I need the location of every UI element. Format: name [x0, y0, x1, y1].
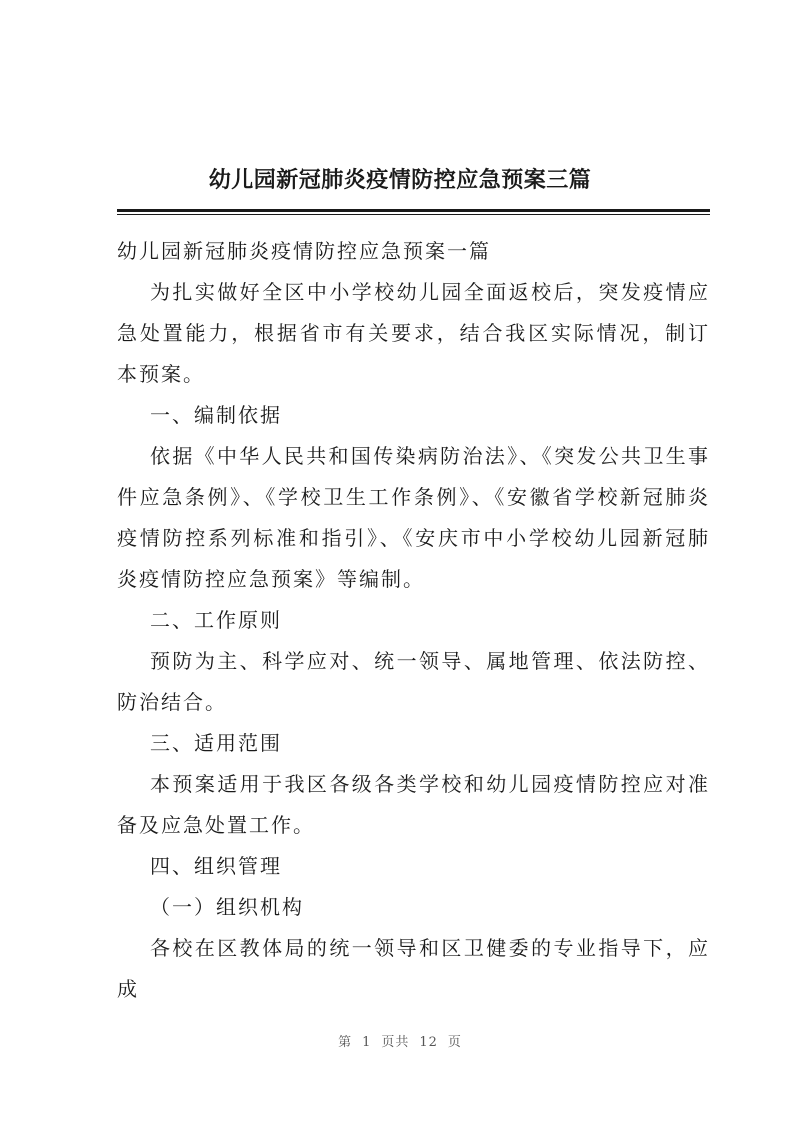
body-paragraph: 各校在区教体局的统一领导和区卫健委的专业指导下，应成 — [117, 936, 710, 1001]
total-pages-number: 12 — [419, 1035, 438, 1050]
section-heading: 一、编制依据 — [150, 403, 282, 427]
page-label-prefix: 第 — [338, 1035, 353, 1050]
body-paragraph: 依据《中华人民共和国传染病防治法》、《突发公共卫生事件应急条例》、《学校卫生工作条例》、《安徽省学校新冠肺炎疫情防控系列标准和指引》、《安庆市中小学校幼儿园新冠肺炎疫情防控应急预案》等编制。 — [117, 444, 710, 591]
title-divider — [117, 209, 710, 212]
document-body — [117, 231, 710, 1010]
body-paragraph: 预防为主、科学应对、统一领导、属地管理、依法防控、防治结合。 — [117, 649, 710, 714]
document-title: 幼儿园新冠肺炎疫情防控应急预案三篇 — [208, 167, 592, 193]
section-heading: 三、适用范围 — [150, 731, 282, 755]
subsection-heading: （一）组织机构 — [150, 895, 304, 919]
current-page-number: 1 — [362, 1035, 372, 1050]
section-heading: 四、组织管理 — [150, 854, 282, 878]
section-heading: 幼儿园新冠肺炎疫情防控应急预案一篇 — [117, 239, 491, 263]
body-paragraph: 为扎实做好全区中小学校幼儿园全面返校后，突发疫情应急处置能力，根据省市有关要求，结合我区实际情况，制订本预案。 — [117, 280, 710, 386]
page-number-footer — [0, 1031, 800, 1050]
section-heading: 二、工作原则 — [150, 608, 282, 632]
page-label-suffix: 页 — [447, 1035, 462, 1050]
page-label-middle: 页共 — [381, 1035, 410, 1050]
body-paragraph: 本预案适用于我区各级各类学校和幼儿园疫情防控应对准备及应急处置工作。 — [117, 772, 710, 837]
